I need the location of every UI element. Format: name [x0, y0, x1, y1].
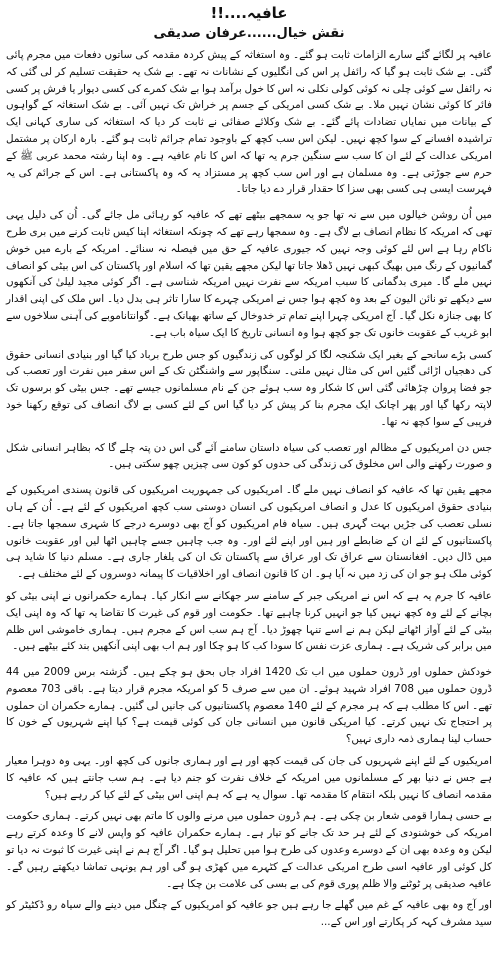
paragraph-6: عافیہ کا جرم یہ ہے کہ اس نے امریکی جبر کے سامنے سر جھکانے سے انکار کیا۔ ہمارے حکمرانوں نے اپنی بیٹی کو بچانے کے لئے وہ کچھ نہیں کیا جو انہیں کرنا چاہیے تھا۔ حکومت اور قوم کی غیرت کا تقاضا یہ تھا کہ وہ اپنی ایک بیٹی کے لئے آواز اٹھاتے لیکن ہم نے اسے تنہا چھوڑ دیا۔ آج ہم سب اس کے مجرم ہیں۔ ہماری خاموشی اس ظلم میں برابر کی شریک ہے۔ ہماری عزت نفس کا سودا کب کا ہو چکا اور ہم اب بھی اپنی آنکھیں بند کئے بیٹھے ہیں۔: [6, 589, 492, 653]
paragraph-7: خودکش حملوں اور ڈرون حملوں میں اب تک 1420 افراد جاں بحق ہو چکے ہیں۔ گزشتہ برس 2009 میں 44 ڈرون حملوں میں 708 افراد شہید ہوئے۔ ان میں سے صرف 5 کو امریکہ مجرم قرار دیتا ہے۔ باقی 703 معصوم تھے۔ اس کا مطلب ہے کہ ہر مجرم کے لئے 140 معصوم پاکستانیوں کی جانیں لی گئیں۔ ہمارے حکمران ان حملوں پر احتجاج تک نہیں کرتے۔ کیا امریکی قانون میں انسانی جان کی کوئی قیمت ہے؟ کیا اپنے شہریوں کے خون کا حساب لینا ہماری ذمہ داری نہیں؟: [6, 666, 493, 746]
paragraph-3: کسی بڑے سانحے کے بغیر ایک شکنجہ لگا کر لوگوں کی زندگیوں کو جس طرح برباد کیا گیا اور بنیادی انسانی حقوق کی دھجیاں اڑائی گئیں اس کی مثال نہیں ملتی۔ سنگاپور سے واشنگٹن تک کے اس سفر میں نفرت اور تعصب کی جو فضا پروان چڑھائی گئی اس کا شکار وہ سب ہوئے جن کے نام مسلمانوں جیسے تھے۔ جس بیٹی کو برسوں تک لاپتہ رکھا گیا اور پھر اچانک ایک مجرم بنا کر پیش کر دیا گیا اس کے لئے کسی بے لاگ انصاف کی توقع رکھنا خود فریبی کے سوا کچھ نہ تھا۔: [6, 348, 492, 428]
paragraph-8: امریکیوں کے لئے اپنے شہریوں کی جان کی قیمت کچھ اور ہے اور ہماری جانوں کی کچھ اور۔ یہی وہ دوہرا معیار ہے جس نے دنیا بھر کے مسلمانوں میں امریکہ کے خلاف نفرت کو جنم دیا ہے۔ ہم سب جانتے ہیں کہ عافیہ کا مقدمہ انصاف کا نہیں بلکہ انتقام کا مقدمہ تھا۔ سوال یہ ہے کہ ہم اپنی اس بیٹی کے لئے کیا کر رہے ہیں؟: [6, 755, 492, 801]
paragraph-4: جس دن امریکیوں کے مظالم اور تعصب کی سیاہ داستان سامنے آئے گی اس دن پتہ چلے گا کہ بظاہر انسانی شکل و صورت رکھنے والی اس مخلوق کی زندگی کی حدوں کو کون سی چیزیں چھو سکتی ہیں۔: [6, 441, 492, 471]
paragraph-10: اور آج وہ بھی عافیہ کے غم میں گھلے جا رہے ہیں جو عافیہ کو امریکیوں کے چنگل میں دینے والے سیاہ رو ڈکٹیٹر کو سید مشرف کہہ کر پکارتے اور اس کے...: [6, 899, 492, 929]
byline: نقش خیال......عرفان صدیقی: [153, 26, 345, 41]
paragraph-9: بے حسی ہمارا قومی شعار بن چکی ہے۔ ہم ڈرون حملوں میں مرنے والوں کا ماتم بھی نہیں کرتے۔ ہماری حکومت امریکہ کی خوشنودی کے لئے ہر حد تک جانے کو تیار ہے۔ ہمارے حکمران عافیہ کو واپس لانے کا وعدہ کرتے رہے لیکن وہ وعدہ بھی ان کے دوسرے وعدوں کی طرح ہوا میں تحلیل ہو گیا۔ اگر آج ہم نے اپنی غیرت کا ثبوت نہ دیا تو کل کوئی اور عافیہ اسی طرح امریکی عدالت کے کٹہرے میں کھڑی ہو گی اور ہم یونہی تماشا دیکھتے رہیں گے۔ عافیہ صدیقی پر ٹوٹنے والا ظلم پوری قوم کی بے بسی کی علامت بن چکا ہے۔: [6, 810, 492, 890]
paragraph-2: میں اُن روشن خیالوں میں سے نہ تھا جو یہ سمجھے بیٹھے تھے کہ عافیہ کو رہائی مل جائے گی۔ اُن کی دلیل یہی تھی کہ امریکہ کا نظام انصاف بے لاگ ہے۔ وہ سمجھا رہے تھے کہ چونکہ استغاثہ اپنا کیس ثابت کرنے میں بری طرح ناکام رہا ہے اس لئے کوئی وجہ نہیں کہ جیوری عافیہ کے حق میں فیصلہ نہ سنائے۔ امریکہ کے بارے میں خوش گمانیوں کے رنگ میں بھیگ کبھی نہیں ڈھلا جاتا تھا لیکن مجھے یقین تھا کہ اسلام اور پاکستان کی اس بیٹی کو انصاف نہیں ملے گا۔ میری بدگمانی کا سبب امریکہ سے نفرت نہیں امریکہ شناسی ہے۔ اگر کوئی مجید لیلیٰ کی آنکھوں سے دیکھے تو نائن الیون کے بعد وہ کچھ ہوا جس نے امریکی چہرے کا سارا تاثر ہی بدل دیا۔ اس ملک کی اپنی اقدار کا بھی جنازہ نکل گیا۔ آج امریکی چہرا اپنے تمام تر خدوخال کے ساتھ بھیانک ہے۔ گوانتاناموبے کی آہنی سلاخوں سے ابو غریب کے عقوبت خانوں تک جو کچھ ہوا وہ انسانی تاریخ کا ایک سیاہ باب ہے۔: [6, 209, 492, 339]
paragraph-5: مجھے یقین تھا کہ عافیہ کو انصاف نہیں ملے گا۔ امریکیوں کی جمہوریت امریکیوں کی قانون پسندی امریکیوں کے بنیادی حقوق امریکیوں کا عدل و انصاف امریکیوں کی انسان دوستی سب کچھ امریکیوں کے لئے ہے۔ اُن کے ہاں نسلی تعصب کی جڑیں بہت گہری ہیں۔ سیاہ فام امریکیوں کو آج بھی دوسرے درجے کا شہری سمجھا جاتا ہے۔ پاکستانیوں کے لئے ان کے ضابطے اور ہیں اور اپنے لئے اور۔ وہ جب چاہیں جسے چاہیں اٹھا لیں اور عقوبت خانوں میں ڈال دیں۔ افغانستان سے عراق تک اور عراق سے پاکستان تک ان کی یلغار جاری ہے۔ مسلم دنیا کا شاید ہی کوئی ملک ہو جو ان کی زد میں نہ آیا ہو۔ ان کا قانون انصاف اور اخلاقیات کا پیمانہ دوسروں کے لئے مختلف ہے۔: [6, 484, 492, 581]
headline: عافیہ....!!: [210, 4, 288, 22]
paragraph-1: عافیہ پر لگائے گئے سارے الزامات ثابت ہو گئے۔ وہ استغاثہ کے پیش کردہ مقدمہ کی ساتوں دفعات میں مجرم پائی گئی۔ بے شک ثابت ہو گیا کہ رائفل پر اس کی انگلیوں کے نشانات نہ تھے۔ بے شک یہ حقیقت تسلیم کر لی گئی کہ نہ رائفل سے کوئی چلی نہ کوئی کولی نکلی نہ اس کا خول برآمد ہوا بے شک کمرے کی کسی دیوار یا فرش پر کسی فائر کا کوئی نشان نہیں ملا۔ بے شک کسی امریکی کے جسم پر خراش تک نہیں آئی۔ بے شک استغاثہ کے گواہوں کے بیانات میں نمایاں تضادات پائے گئے۔ بے شک وکلائے صفائی نے ثابت کر دیا کہ استغاثہ کی ساری کہانی ایک تراشیدہ افسانے کے سوا کچھ نہیں۔ لیکن اس سب کچھ کے باوجود تمام جرائم ثابت ہو گئے۔ بارہ ارکان پر مشتمل امریکی عدالت کے لئے ان کا سب سے سنگین جرم یہ تھا کہ اس کا نام عافیہ ہے۔ وہ اپنا رشتہ محمد عربی ﷺ کے حرم سے جوڑتی ہے۔ وہ مسلمان ہے اور اس سب کچھ پر مستزاد یہ کہ وہ پاکستانی ہے۔ اس کے جرائم کی یہ فہرست ایسی ہی کسی بھی سزا کا حقدار قرار دے دیا جاتا۔: [6, 49, 492, 196]
